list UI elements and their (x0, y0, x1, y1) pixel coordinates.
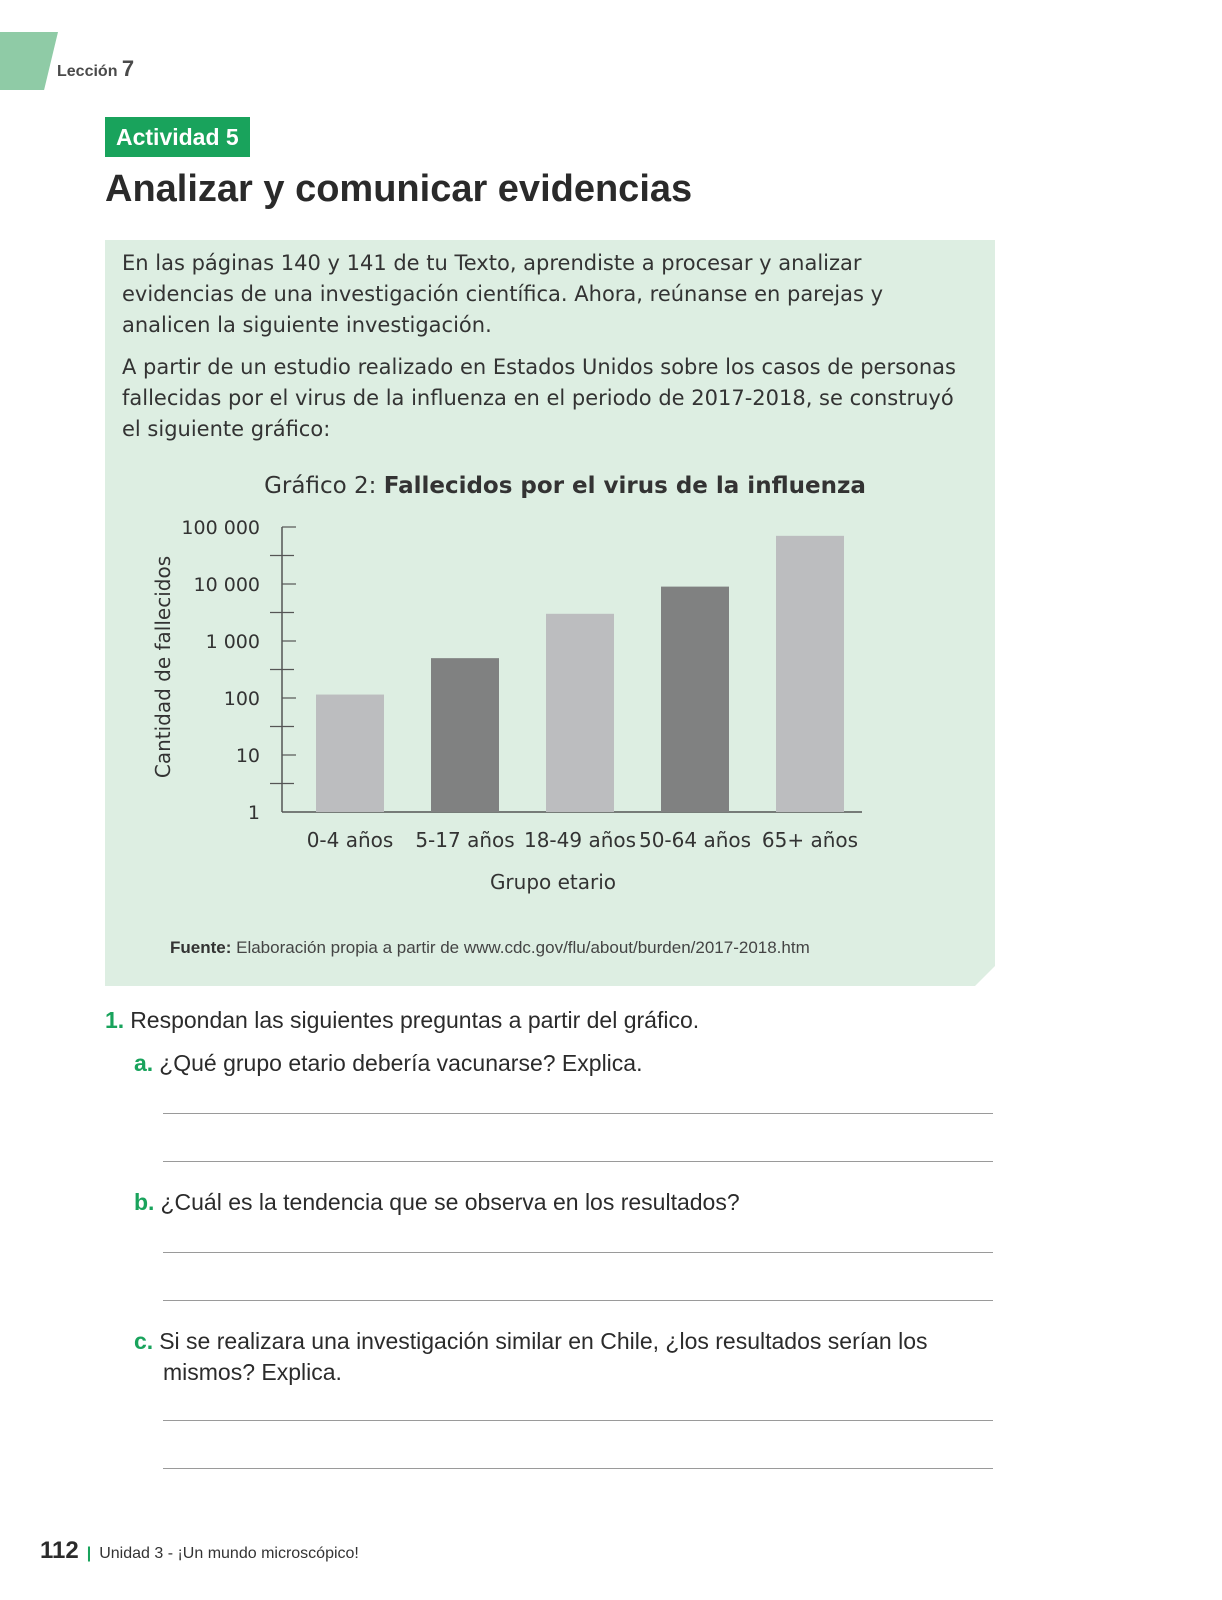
x-category-label: 0-4 años (306, 828, 394, 852)
question-1-number: 1. (105, 1007, 125, 1033)
answer-line-c-2[interactable] (163, 1468, 993, 1469)
lesson-word: Lección (57, 63, 118, 80)
page-title: Analizar y comunicar evidencias (105, 168, 693, 210)
question-1 (105, 1007, 699, 1034)
question-b-text: ¿Cuál es la tendencia que se observa en los resultados? (160, 1189, 740, 1215)
question-c-letter: c. (134, 1328, 154, 1354)
source-label: Fuente: (170, 938, 232, 957)
y-tick-label: 1 000 (205, 631, 260, 653)
question-a-text: ¿Qué grupo etario debería vacunarse? Explica. (159, 1050, 643, 1076)
answer-line-c-1[interactable] (163, 1420, 993, 1421)
question-b (134, 1187, 994, 1218)
x-category-label: 5-17 años (415, 828, 515, 852)
y-tick-label: 100 000 (181, 517, 260, 539)
bar-3 (546, 614, 614, 812)
bar-4 (661, 587, 729, 812)
lesson-number: 7 (121, 56, 135, 81)
chart-source (170, 938, 810, 958)
bar-2 (431, 658, 499, 812)
x-category-label: 18-49 años (523, 828, 637, 852)
lesson-label (57, 56, 134, 82)
x-category-label: 65+ años (761, 828, 859, 852)
chart-title-prefix: Gráfico 2: (264, 473, 384, 499)
y-tick-label: 1 (247, 802, 260, 824)
source-text: Elaboración propia a partir de www.cdc.gov/flu/about/burden/2017-2018.htm (231, 938, 810, 957)
x-axis-label: Grupo etario (489, 870, 617, 894)
answer-line-a-2[interactable] (163, 1161, 993, 1162)
question-b-letter: b. (134, 1189, 155, 1215)
question-c-text: Si se realizara una investigación similar en Chile, ¿los resultados serían los mismos? Explica. (159, 1328, 928, 1385)
bar-chart (140, 515, 900, 905)
question-c (134, 1326, 963, 1388)
page-number: 112 (40, 1537, 79, 1564)
y-axis-label: Cantidad de fallecidos (151, 555, 175, 779)
unit-title: Unidad 3 - ¡Un mundo microscópico! (99, 1545, 359, 1562)
footer-separator: | (86, 1545, 92, 1562)
answer-line-a-1[interactable] (163, 1113, 993, 1114)
page-footer (40, 1537, 359, 1565)
answer-line-b-2[interactable] (163, 1300, 993, 1301)
x-category-label: 50-64 años (638, 828, 752, 852)
intro-paragraph-1: En las páginas 140 y 141 de tu Texto, aprendiste a procesar y analizar evidencias de una investigación científica. Ahora, reúnanse en parejas y analicen la siguiente investigación. (122, 251, 884, 337)
intro-paragraph-2: A partir de un estudio realizado en Estados Unidos sobre los casos de personas fallecidas por el virus de la influenza en el periodo de 2017-2018, se construyó el siguiente gráfico: (122, 355, 956, 441)
y-tick-label: 100 (223, 688, 260, 710)
question-1-text: Respondan las siguientes preguntas a partir del gráfico. (130, 1007, 700, 1033)
y-tick-label: 10 (235, 745, 260, 767)
question-a-letter: a. (134, 1050, 154, 1076)
chart-title-main: Fallecidos por el virus de la influenza (383, 473, 866, 499)
answer-line-b-1[interactable] (163, 1252, 993, 1253)
activity-badge: Actividad 5 (105, 117, 250, 157)
lesson-tab-shape (0, 32, 58, 90)
y-tick-label: 10 000 (193, 574, 260, 596)
bar-1 (316, 695, 384, 812)
question-a (134, 1048, 994, 1079)
chart-title (0, 473, 1130, 499)
bar-5 (776, 536, 844, 812)
